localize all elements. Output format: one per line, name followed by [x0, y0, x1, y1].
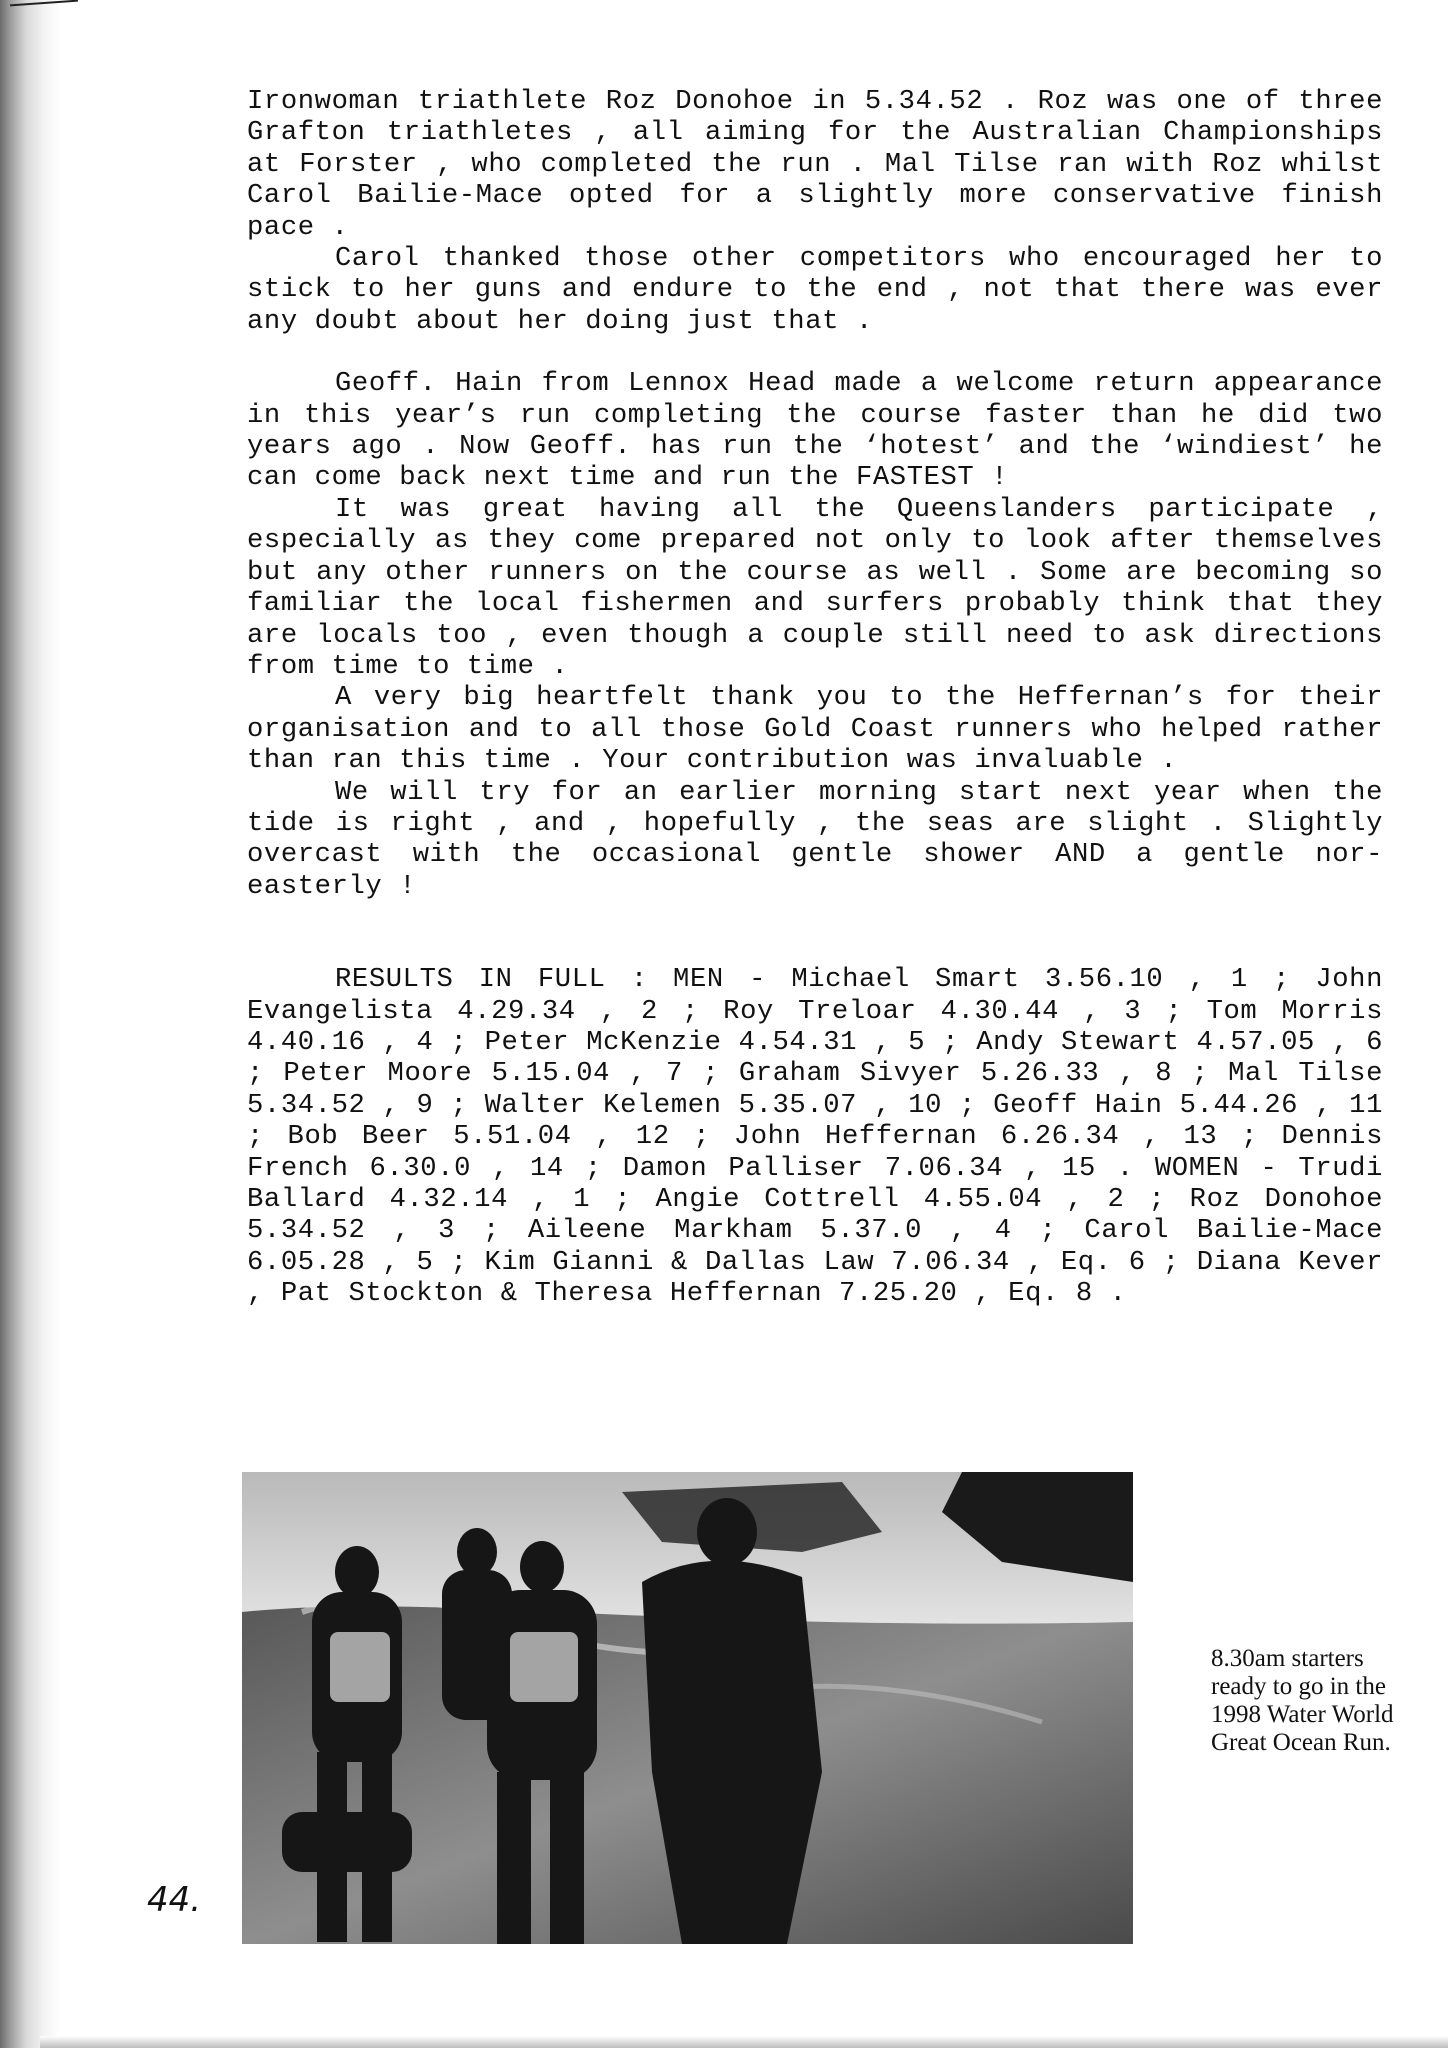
page-number: 44. [147, 1880, 202, 1920]
scan-edge-shadow [0, 0, 60, 2048]
photo-caption: 8.30am starters ready to go in the 1998 Water World Great Ocean Run. [1211, 1645, 1394, 1756]
paragraph-gap [247, 337, 1383, 368]
paragraph-4: It was great having all the Queenslanders participate , especially as they come prepared not only to look after themselves but any other runners on the course as well . Some are becoming so familiar the local fishermen and surfers probably think that they are locals too , even though a couple still need to ask directions from time to time . [247, 493, 1383, 682]
beach-photo-illustration [242, 1472, 1133, 1944]
article-body [247, 86, 1383, 1310]
paragraph-2: Carol thanked those other competitors who encouraged her to stick to her guns and endure to the end , not that there was ever any doubt about her doing just that . [247, 243, 1383, 337]
paragraph-6: We will try for an earlier morning start next year when the tide is right , and , hopefully , the seas are slight . Slightly overcast with the occasional gentle shower AND a gentle nor-easterly ! [247, 776, 1383, 902]
paragraph-3: Geoff. Hain from Lennox Head made a welcome return appearance in this year’s run completing the course faster than he did two years ago . Now Geoff. has run the ‘hotest’ and the ‘windiest’ he can come back next time and run the FASTEST ! [247, 368, 1383, 494]
paragraph-5: A very big heartfelt thank you to the Heffernan’s for their organisation and to all those Gold Coast runners who helped rather than ran this time . Your contribution was invaluable . [247, 682, 1383, 777]
results-paragraph: RESULTS IN FULL : MEN - Michael Smart 3.56.10 , 1 ; John Evangelista 4.29.34 , 2 ; Roy Treloar 4.30.44 , 3 ; Tom Morris 4.40.16 , 4 ; Peter McKenzie 4.54.31 , 5 ; Andy Stewart 4.57.05 , 6 ; Peter Moore 5.15.04 , 7 ; Graham Sivyer 5.26.33 , 8 ; Mal Tilse 5.34.52 , 9 ; Walter Kelemen 5.35.07 , 10 ; Geoff Hain 5.44.26 , 11 ; Bob Beer 5.51.04 , 12 ; John Heffernan 6.26.34 , 13 ; Dennis French 6.30.0 , 14 ; Damon Palliser 7.06.34 , 15 . WOMEN - Trudi Ballard 4.32.14 , 1 ; Angie Cottrell 4.55.04 , 2 ; Roz Donohoe 5.34.52 , 3 ; Aileene Markham 5.37.0 , 4 ; Carol Bailie-Mace 6.05.28 , 5 ; Kim Gianni & Dallas Law 7.06.34 , Eq. 6 ; Diana Kever , Pat Stockton & Theresa Heffernan 7.25.20 , Eq. 8 . [247, 964, 1383, 1310]
scan-bottom-edge [40, 2036, 1448, 2048]
starters-photo [242, 1472, 1133, 1944]
paragraph-1: Ironwoman triathlete Roz Donohoe in 5.34.52 . Roz was one of three Grafton triathletes , all aiming for the Australian Championships at Forster , who completed the run . Mal Tilse ran with Roz whilst Carol Bailie-Mace opted for a slightly more conservative finish pace . [247, 86, 1383, 243]
section-gap [247, 902, 1383, 964]
